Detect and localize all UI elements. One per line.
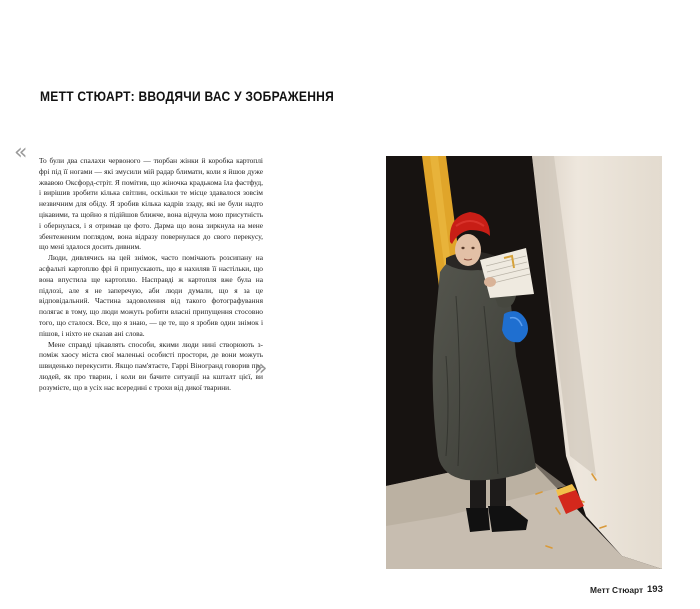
article-text	[39, 156, 263, 394]
page-number: 193	[647, 584, 663, 595]
hand	[484, 277, 496, 287]
paragraph: Люди, дивлячись на цей знімок, часто помічають розсипану на асфальті картоплю фрі й припускають, що я нахиляв її настільки, що вона впустила ще картоплю. Насправді ж картопля вже була на підлозі, але я не заперечую, аби люди думали, що я за це відповідальний. Частина задоволення від такого фотографування полягає в тому, що люди можуть робити власні припущення стосовно того, що сталося. Все, що я знаю, — це те, що я зробив один знімок і пішов, і ніхто не сказав ані слова.	[39, 253, 263, 338]
quote-close-mark: »	[254, 356, 268, 381]
footer-author: Метт Стюарт	[590, 585, 644, 595]
paragraph: То були два спалахи червоного — тюрбан жінки й коробка картоплі фрі під її ногами — які змусили мій радар блимати, коли я йшов дуже жвавою Оксфорд-стріт. Я помітив, що жіночка крадькома їла фастфуд, і вирішив зробити кілька світлин, оскільки те місце здавалося зовсім незвичним для обіду. Я зробив кілька кадрів ззаду, які не були надто цікавими, та щойно я підійшов ближче, вона відчула мою присутність і обернулася, і я отримав це фото. Дарма що вона зиркнула на мене збентеженим поглядом, вона відразу повернулася до свого перекусу, що мені здалося досить дивним.	[39, 156, 263, 252]
photo-illustration	[386, 156, 662, 569]
street-photograph	[386, 156, 662, 569]
chapter-heading: МЕТТ СТЮАРТ: ВВОДЯЧИ ВАС У ЗОБРАЖЕННЯ	[40, 88, 335, 104]
quote-open-mark: «	[14, 140, 28, 165]
face	[455, 234, 481, 266]
left-boot	[466, 508, 490, 532]
paragraph: Мене справді цікавлять способи, якими люди нині створюють з-поміж хаосу міста свої маленькі особисті простори, де вони можуть швиденько перекусити. Якщо пам'ятаєте, Гаррі Віногранд говорив про людей, як про тварин, і коли ви бачите ситуації на кшталт цієї, ви розумієте, що в усіх нас всередині є трохи від дикої тварини.	[39, 339, 263, 392]
